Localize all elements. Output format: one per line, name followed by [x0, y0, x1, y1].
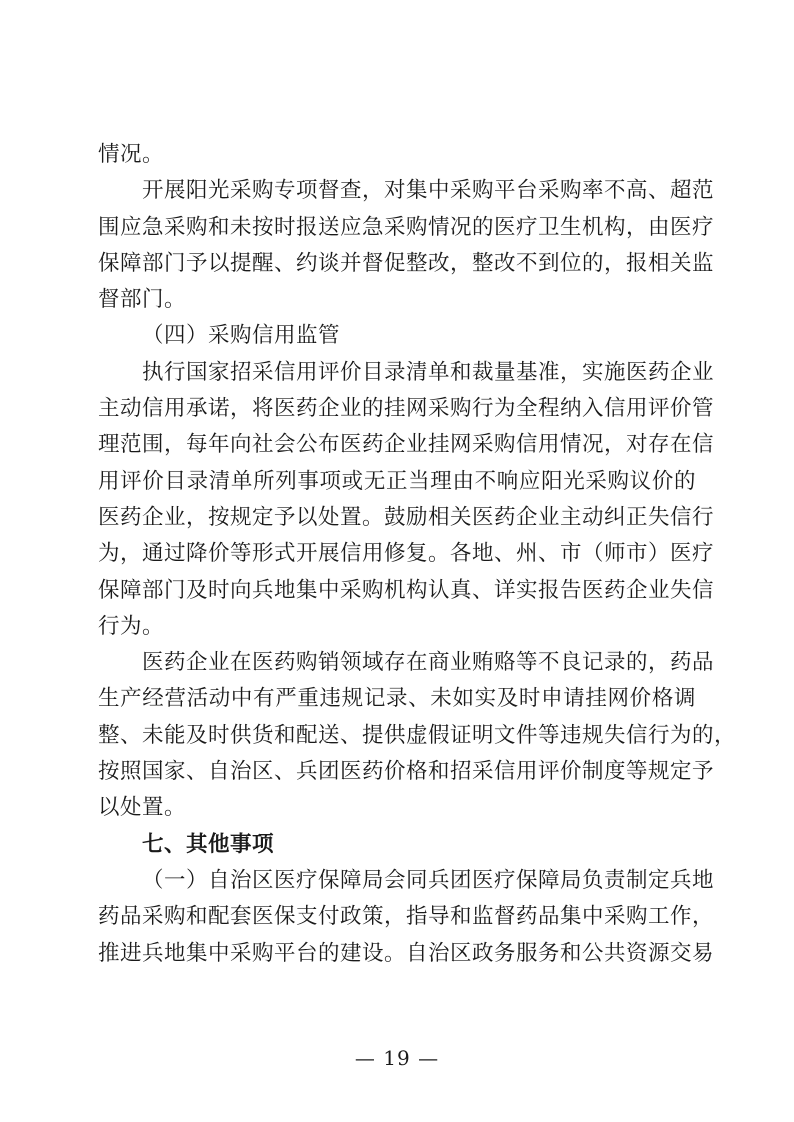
text-line: 保障部门及时向兵地集中采购机构认真、详实报告医药企业失信 — [98, 577, 715, 603]
text-line: 督部门。 — [98, 287, 187, 313]
text-line: 医药企业，按规定予以处置。鼓励相关医药企业主动纠正失信行 — [98, 504, 715, 530]
text-line: （一）自治区医疗保障局会同兵团医疗保障局负责制定兵地 — [142, 867, 715, 893]
section-heading: 七、其他事项 — [142, 831, 275, 857]
text-line: 整、未能及时供货和配送、提供虚假证明文件等违规失信行为的， — [98, 722, 737, 748]
subsection-heading: （四）采购信用监管 — [142, 323, 341, 349]
text-line: 开展阳光采购专项督查，对集中采购平台采购率不高、超范 — [142, 178, 715, 204]
text-line: 情况。 — [98, 142, 165, 167]
text-line: 执行国家招采信用评价目录清单和裁量基准，实施医药企业 — [142, 359, 715, 385]
text-line: 以处置。 — [98, 795, 187, 821]
text-line: 为，通过降价等形式开展信用修复。各地、州、市（师市）医疗 — [98, 541, 715, 567]
text-line: 理范围，每年向社会公布医药企业挂网采购信用情况，对存在信 — [98, 432, 715, 458]
text-line: 推进兵地集中采购平台的建设。自治区政务服务和公共资源交易 — [98, 940, 715, 966]
text-line: 生产经营活动中有严重违规记录、未如实及时申请挂网价格调 — [98, 686, 696, 712]
document-body — [98, 137, 737, 972]
text-line: 医药企业在医药购销领域存在商业贿赂等不良记录的，药品 — [142, 650, 715, 676]
text-line: 主动信用承诺，将医药企业的挂网采购行为全程纳入信用评价管 — [98, 396, 715, 422]
page-number: — 19 — — [354, 1046, 440, 1070]
text-line: 药品采购和配套医保支付政策，指导和监督药品集中采购工作， — [98, 904, 715, 930]
text-line: 用评价目录清单所列事项或无正当理由不响应阳光采购议价的 — [98, 468, 696, 494]
text-line: 保障部门予以提醒、约谈并督促整改，整改不到位的，报相关监 — [98, 250, 715, 276]
text-line: 围应急采购和未按时报送应急采购情况的医疗卫生机构，由医疗 — [98, 214, 715, 240]
text-line: 按照国家、自治区、兵团医药价格和招采信用评价制度等规定予 — [98, 759, 715, 785]
text-line: 行为。 — [98, 613, 165, 639]
